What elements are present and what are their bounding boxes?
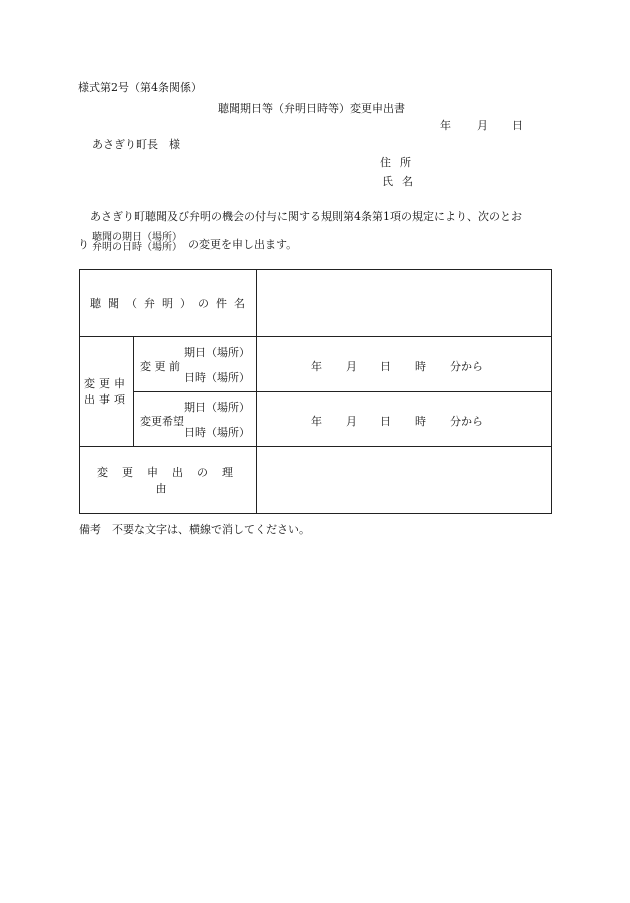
hope-minute: 分から bbox=[450, 415, 483, 428]
before-month: 月 bbox=[346, 360, 357, 373]
body-text-line1: あさぎり町聴聞及び弁明の機会の付与に関する規則第4条第1項の規定により、次のとお bbox=[90, 210, 522, 223]
hope-year: 年 bbox=[311, 415, 322, 428]
hope-hour: 時 bbox=[415, 415, 426, 428]
option-hearing: 聴聞の期日（場所） bbox=[92, 232, 182, 243]
hope-month: 月 bbox=[346, 415, 357, 428]
change-label-line1: 変更申 bbox=[84, 376, 129, 390]
body-text-prefix: り bbox=[78, 238, 89, 251]
hope-opt-time: 日時（場所） bbox=[184, 426, 250, 439]
name-label: 氏名 bbox=[382, 175, 422, 188]
case-label-cell bbox=[80, 270, 257, 337]
date-month-label: 月 bbox=[477, 119, 488, 132]
document-title: 聴聞期日等（弁明日時等）変更申出書 bbox=[218, 102, 405, 115]
before-opt-date: 期日（場所） bbox=[184, 346, 250, 359]
addressee: あさぎり町長 様 bbox=[92, 138, 180, 151]
option-stack bbox=[92, 233, 182, 253]
reason-label: 変更申出の理由 bbox=[97, 466, 247, 495]
before-year: 年 bbox=[311, 360, 322, 373]
case-label: 聴聞（弁明）の件名 bbox=[90, 297, 252, 310]
hope-label-cell bbox=[134, 392, 257, 447]
before-day: 日 bbox=[380, 360, 391, 373]
hope-label: 変更希望 bbox=[140, 415, 184, 428]
hope-datetime-cell[interactable] bbox=[257, 392, 552, 447]
address-label: 住所 bbox=[380, 156, 420, 169]
date-day-label: 日 bbox=[512, 119, 523, 132]
change-label-line2: 出事項 bbox=[84, 392, 129, 406]
before-hour: 時 bbox=[415, 360, 426, 373]
notes: 備考 不要な文字は、横線で消してください。 bbox=[79, 523, 310, 536]
before-datetime-cell[interactable] bbox=[257, 337, 552, 392]
reason-value-cell[interactable] bbox=[257, 447, 552, 514]
date-year-label: 年 bbox=[440, 119, 451, 132]
before-label-cell bbox=[134, 337, 257, 392]
option-explanation: 弁明の日時（場所） bbox=[92, 242, 182, 253]
form-number: 様式第2号（第4条関係） bbox=[78, 81, 202, 94]
hope-day: 日 bbox=[380, 415, 391, 428]
case-row bbox=[80, 270, 552, 337]
before-opt-time: 日時（場所） bbox=[184, 371, 250, 384]
reason-row bbox=[80, 447, 552, 514]
before-row bbox=[80, 337, 552, 392]
change-label-cell bbox=[80, 337, 134, 447]
reason-label-cell bbox=[80, 447, 257, 514]
hope-row bbox=[80, 392, 552, 447]
before-minute: 分から bbox=[450, 360, 483, 373]
body-text-suffix: の変更を申し出ます。 bbox=[188, 238, 298, 251]
case-value-cell[interactable] bbox=[257, 270, 552, 337]
hope-opt-date: 期日（場所） bbox=[184, 401, 250, 414]
before-label: 変 更 前 bbox=[140, 360, 180, 373]
application-table bbox=[79, 269, 552, 514]
